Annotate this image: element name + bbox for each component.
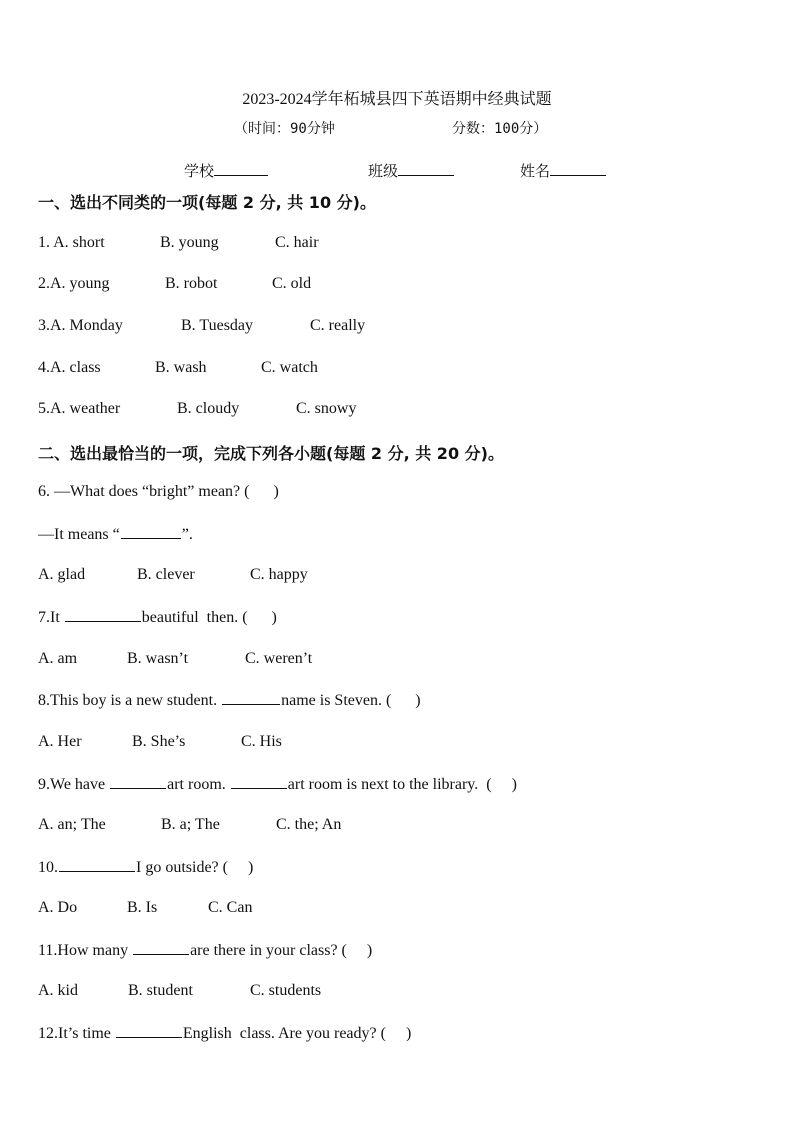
q8-option-c: C. His [241,733,282,750]
q5-option-a: 5.A. weather [38,400,121,417]
q5-option-c: C. snowy [296,400,357,417]
q9-prefix: 9.We have [38,776,110,793]
q9-suffix: art room is next to the library. ( ) [287,776,517,793]
q2-option-c: C. old [272,275,312,292]
q1-option-b: B. young [160,234,219,251]
q11-prefix: 11.How many [38,942,133,959]
q4-option-c: C. watch [261,359,318,376]
q7-option-b: B. wasn’t [127,650,189,667]
q6-answer-prefix: —It means “ [38,526,120,543]
q9-option-a: A. an; The [38,816,106,833]
q11-option-a: A. kid [38,982,78,999]
school-label: 学校 [184,164,215,180]
q11-question [38,941,372,960]
class-blank [398,161,454,176]
q7-suffix: beautiful then. ( ) [141,609,277,626]
name-blank [550,161,606,176]
q6-option-b: B. clever [137,566,195,583]
q7-question [38,608,277,627]
q4-option-a: 4.A. class [38,359,101,376]
q10-option-a: A. Do [38,899,78,916]
q3-option-b: B. Tuesday [181,317,254,334]
q9-option-c: C. the; An [276,816,342,833]
q2-option-b: B. robot [165,275,218,292]
q11-blank [133,941,189,955]
q6-question: 6. —What does “bright” mean? ( ) [38,483,279,500]
q10-prefix: 10. [38,859,58,876]
q12-blank [116,1024,182,1038]
q6-option-c: C. happy [250,566,308,583]
q12-prefix: 12.It’s time [38,1025,115,1042]
q10-question [38,858,253,877]
q6-answer-suffix: ”. [181,526,193,543]
q3-option-a: 3.A. Monday [38,317,123,334]
q9-question [38,775,517,794]
section-2-title: 二、选出最恰当的一项，完成下列各小题(每题 2 分, 共 20 分)。 [38,444,504,463]
q1-option-a: 1. A. short [38,234,105,251]
q10-option-c: C. Can [208,899,253,916]
exam-time: （时间：90分钟 [234,121,335,137]
q8-question [38,691,421,710]
name-label: 姓名 [520,164,551,180]
q8-option-b: B. She’s [132,733,186,750]
q11-suffix: are there in your class? ( ) [190,942,373,959]
q6-blank [121,525,181,539]
q10-suffix: I go outside? ( ) [136,859,254,876]
q8-option-a: A. Her [38,733,82,750]
q4-option-b: B. wash [155,359,207,376]
q11-option-b: B. student [128,982,193,999]
q10-option-b: B. Is [127,899,158,916]
q9-option-b: B. a; The [161,816,220,833]
school-blank [214,161,268,176]
class-label: 班级 [368,164,399,180]
q7-option-c: C. weren’t [245,650,313,667]
q3-option-c: C. really [310,317,366,334]
exam-score: 分数：100分） [452,121,548,137]
q8-blank [222,691,280,705]
name-field [520,160,606,181]
q8-suffix: name is Steven. ( ) [281,692,421,709]
q6-option-a: A. glad [38,566,86,583]
q7-blank [65,608,141,622]
class-field [368,160,454,181]
q6-answer-line [38,525,193,544]
q12-question [38,1024,411,1043]
page-title: 2023-2024学年柘城县四下英语期中经典试题 [242,91,552,108]
q12-suffix: English class. Are you ready? ( ) [182,1025,412,1042]
q9-middle: art room. [167,776,230,793]
section-1-title: 一、选出不同类的一项(每题 2 分, 共 10 分)。 [38,193,376,212]
school-field [184,160,268,181]
q5-option-b: B. cloudy [177,400,240,417]
q11-option-c: C. students [250,982,322,999]
q7-prefix: 7.It [38,609,64,626]
q2-option-a: 2.A. young [38,275,110,292]
q8-prefix: 8.This boy is a new student. [38,692,222,709]
q1-option-c: C. hair [275,234,319,251]
q10-blank [59,858,135,872]
q9-blank-1 [110,775,166,789]
q7-option-a: A. am [38,650,78,667]
q9-blank-2 [231,775,287,789]
